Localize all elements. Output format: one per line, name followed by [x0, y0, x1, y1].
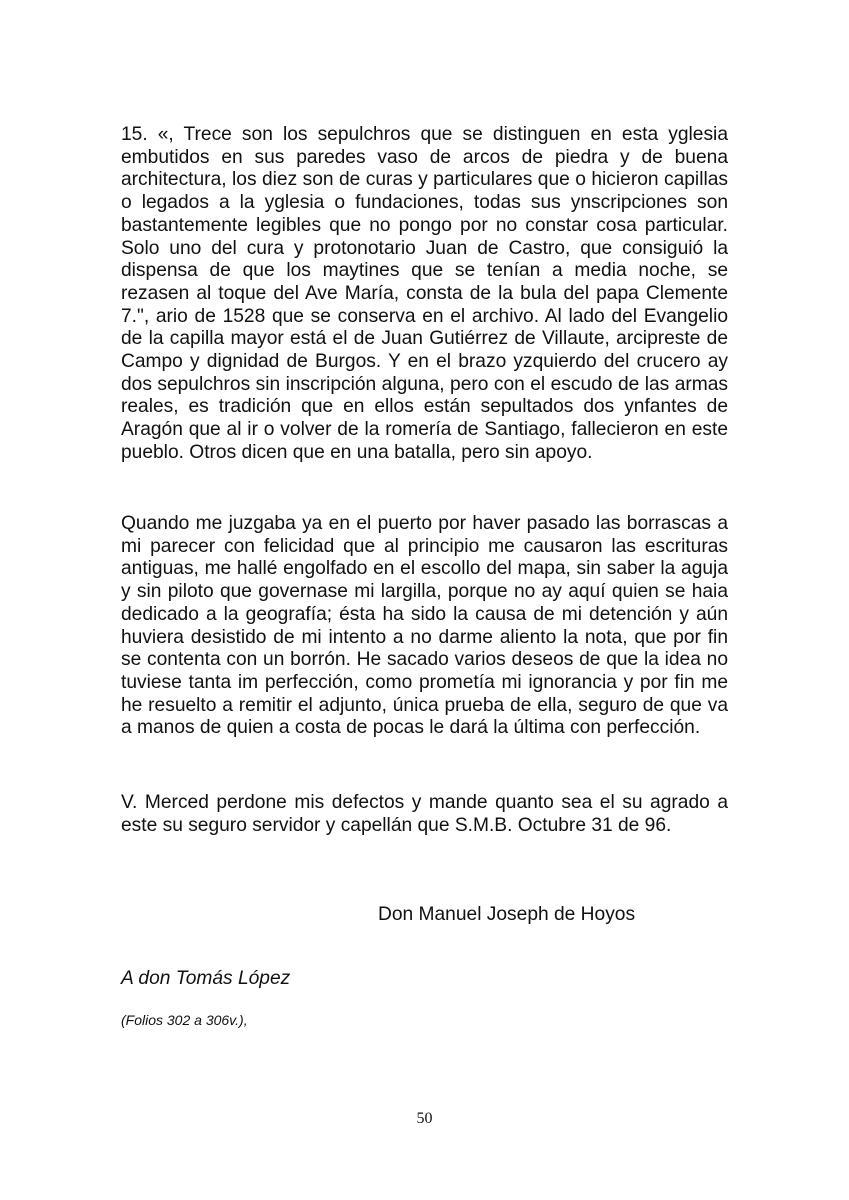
paragraph-closing: V. Merced perdone mis defectos y mande quanto sea el su agrado a este su seguro servidor y capellán que S.M.B. Octubre 31 de 96. — [121, 792, 728, 836]
folio-reference: (Folios 302 a 306v.), — [121, 1012, 248, 1028]
signature: Don Manuel Joseph de Hoyos — [378, 904, 636, 925]
recipient: A don Tomás López — [121, 968, 291, 989]
page-number: 50 — [416, 1110, 433, 1127]
paragraph-sepulchros: 15. «, Trece son los sepulchros que se distinguen en esta yglesia embutidos en sus paredes vaso de arcos de piedra y de buena architectura, los diez son de curas y particulares que o hicieron capillas o legados a la yglesia o fundaciones, todas sus ynscripciones son bastantemente legibles que no pongo por no constar cosa particular. Solo uno del cura y protonotario Juan de Castro, que consiguió la dispensa de que los maytines que se tenían a media noche, se rezasen al toque del Ave María, consta de la bula del papa Clemente 7.", ario de 1528 que se conserva en el archivo. Al lado del Evangelio de la capilla mayor está el de Juan Gutiérrez de Villaute, arcipreste de Campo y dignidad de Burgos. Y en el brazo yzquierdo del crucero ay dos sepulchros sin inscripción alguna, pero con el escudo de las armas reales, es tradición que en ellos están sepultados dos ynfantes de Aragón que al ir o volver de la romería de Santiago, fallecieron en este pueblo. Otros dicen que en una batalla, pero sin apoyo. — [121, 124, 728, 463]
paragraph-mapa: Quando me juzgaba ya en el puerto por haver pasado las borrascas a mi parecer con felicidad que al principio me causaron las escrituras antiguas, me hallé engolfado en el escollo del mapa, sin saber la aguja y sin piloto que governase mi largilla, porque no ay aquí quien se haia dedicado a la geografía; ésta ha sido la causa de mi detención y aún huviera desistido de mi intento a no darme aliento la nota, que por fin se contenta con un borrón. He sacado varios deseos de que la idea no tuviese tanta im perfección, como prometía mi ignorancia y por fin me he resuelto a remitir el adjunto, única prueba de ella, seguro de que va a manos de quien a costa de pocas le dará la última con perfección. — [121, 513, 728, 739]
